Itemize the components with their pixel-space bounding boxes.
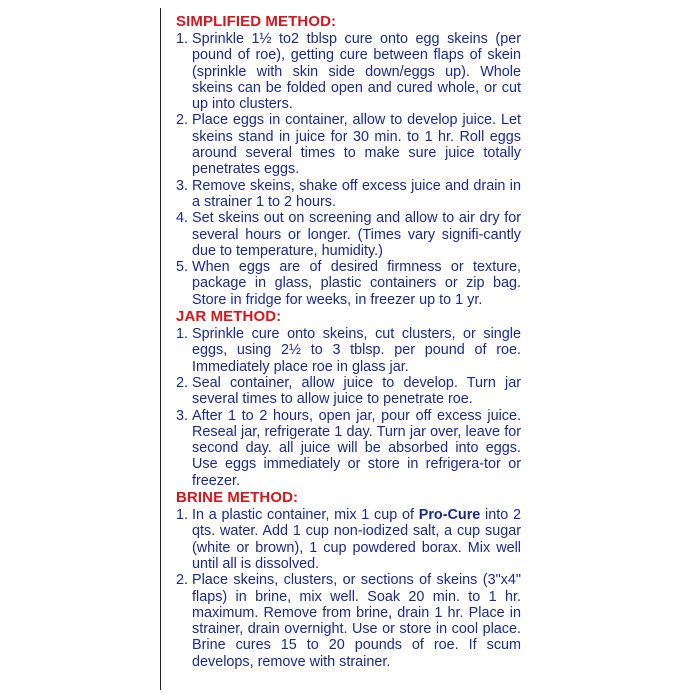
step-item: [176, 210, 521, 259]
step-number: 2.: [176, 374, 189, 391]
step-item: [176, 178, 521, 211]
step-item: [176, 408, 521, 489]
step-text: Place skeins, clusters, or sections of skeins (3"x4" flaps) in brine, mix well. Soak 20 min. to 1 hr. maximum. Remove from brine, drain 1 hr. Place in strainer, drain overnight. Use or store in cool place. Brine cures 15 to 20 pounds of roe. If scum develops, remove with strainer.: [192, 572, 521, 670]
step-number: 3.: [176, 407, 189, 424]
section-heading-jar: JAR METHOD:: [176, 308, 282, 326]
step-number: 2.: [176, 112, 189, 129]
brine-steps-list: [176, 507, 521, 670]
brand-name-pro-cure: Pro-Cure: [418, 507, 481, 524]
step-number: 5.: [176, 259, 189, 276]
step-text: into 2 qts. water. Add 1 cup non-iodized salt, a cup sugar (white or brown), 1 cup powdered borax. Mix well until all is dissolved.: [192, 507, 522, 572]
step-item: [176, 326, 521, 375]
instructions-column: [176, 13, 521, 670]
step-text: Set skeins out on screening and allow to air dry for several hours or longer. (Times vary signifi-cantly due to temperature, humidity.): [192, 210, 521, 259]
step-text: After 1 to 2 hours, open jar, pour off excess juice. Reseal jar, refrigerate 1 day. Turn jar over, leave for second day. all juice will be absorbed into eggs. Use eggs immediately or store in refrigera-tor or freezer.: [192, 407, 521, 489]
step-number: 2.: [176, 572, 189, 589]
step-text: Sprinkle cure onto skeins, cut clusters, or single eggs, using 2½ to 3 tblsp. per pound of roe. Immediately place roe in glass jar.: [192, 326, 521, 375]
vertical-divider-line: [160, 8, 161, 690]
jar-steps-list: [176, 326, 521, 489]
step-number: 1.: [176, 31, 189, 47]
step-text: Seal container, allow juice to develop. Turn jar several times to allow juice to penetrate roe.: [192, 374, 521, 408]
simplified-steps-list: [176, 31, 521, 308]
step-number: 1.: [176, 326, 189, 343]
step-number: 3.: [176, 177, 189, 194]
step-text: Remove skeins, shake off excess juice and drain in a strainer 1 to 2 hours.: [192, 177, 521, 210]
step-item: [176, 375, 521, 408]
step-text: When eggs are of desired firmness or texture, package in glass, plastic containers or zip bag. Store in fridge for weeks, in freezer up to 1 yr.: [192, 259, 521, 308]
section-heading-brine: BRINE METHOD:: [176, 489, 299, 507]
step-item: [176, 31, 521, 112]
step-item: [176, 507, 521, 572]
step-text: Place eggs in container, allow to develop juice. Let skeins stand in juice for 30 min. to 1 hr. Roll eggs around several times to make sure juice totally penetrates eggs.: [192, 112, 521, 178]
step-number: 1.: [176, 507, 189, 524]
section-heading-simplified: SIMPLIFIED METHOD:: [176, 13, 337, 30]
step-text: Sprinkle 1½ to2 tblsp cure onto egg skeins (per pound of roe), getting cure between flaps of skein (sprinkle with skin side down/eggs up). Whole skeins can be folded open and cured whole, or cut up into clusters.: [192, 31, 521, 113]
step-number: 4.: [176, 210, 189, 227]
step-item: [176, 572, 521, 670]
step-item: [176, 259, 521, 308]
step-item: [176, 112, 521, 177]
step-text: In a plastic container, mix 1 cup of: [192, 507, 419, 524]
